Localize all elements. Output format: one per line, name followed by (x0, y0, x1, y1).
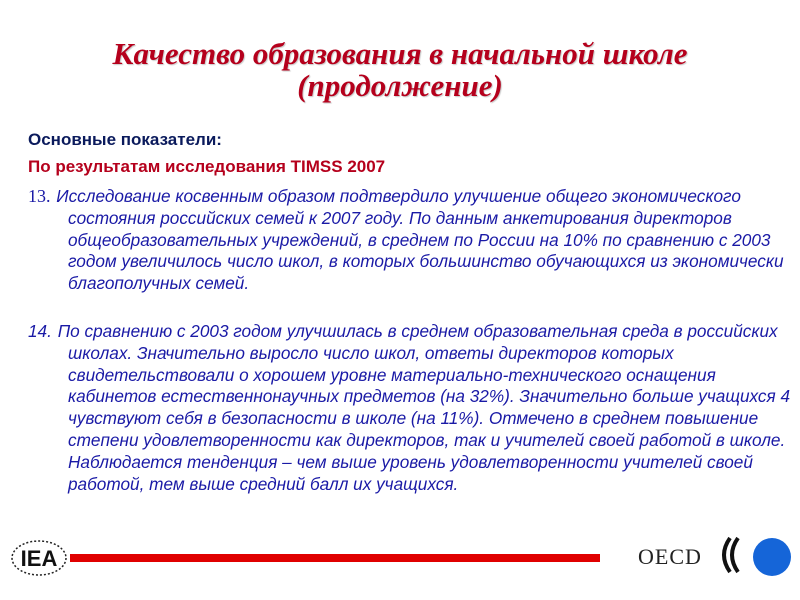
oecd-logo-text: OECD (638, 544, 702, 569)
slide-title-line2: (продолжение) (297, 68, 503, 103)
oecd-emblem-icon (716, 530, 792, 580)
paragraph-14-number: 14. (28, 321, 52, 341)
paragraph-13-text: Исследование косвенным образом подтвердило улучшение общего экономического состояния российских семей к 2007 году. По данным анкетирования директоров общеобразовательных учреждений, в среднем по России на 10% по сравнению с 2003 годом увеличилось число школ, в которых большинство обучающихся из экономически благополучных семей. (56, 186, 784, 294)
paragraph-13-number: 13. (28, 186, 51, 206)
paragraph-13 (28, 186, 800, 295)
source-heading: По результатам исследования TIMSS 2007 (28, 157, 386, 176)
slide-title (0, 38, 800, 102)
iea-logo-icon (10, 538, 68, 578)
iea-logo-text: IEA (20, 546, 58, 571)
paragraph-14 (28, 321, 800, 495)
footer-divider-line (70, 554, 600, 562)
slide-title-line1: Качество образования в начальной школе (112, 36, 688, 71)
section-heading: Основные показатели: (28, 130, 222, 149)
paragraph-14-text: По сравнению с 2003 годом улучшилась в среднем образовательная среда в российских школах. Значительно выросло число школ, ответы директоров которых свидетельствовали о хорошем уровне материально-технического оснащения кабинетов естественнонаучных предметов (на 32%). Значительно больше учащихся 4 чувствуют себя в безопасности в школе (на 11%). Отмечено в среднем повышение степени удовлетворенности как директоров, так и учителей своей работой в школе. Наблюдается тенденция – чем выше уровень удовлетворенности учителей своей работой, тем выше средний балл их учащихся. (57, 321, 791, 494)
